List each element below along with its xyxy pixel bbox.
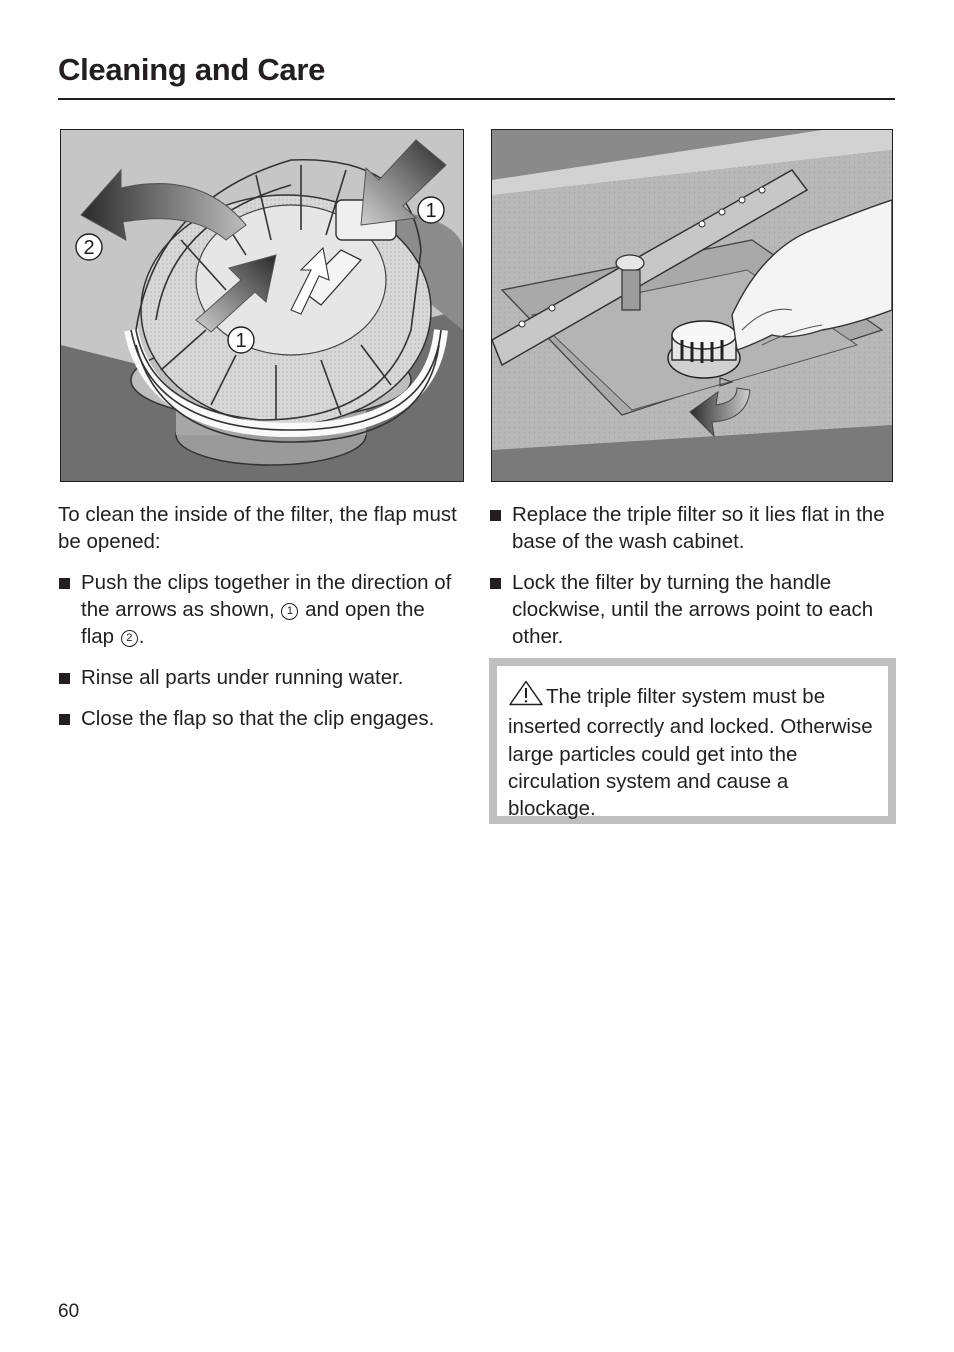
warning-triangle-icon <box>508 680 544 713</box>
callout-2-label: 2 <box>83 237 95 259</box>
right-instructions <box>489 501 897 664</box>
ref-circle-2-icon: 2 <box>121 630 138 647</box>
bullet-square-icon <box>59 578 70 589</box>
step-text-part2: and open the flap <box>81 598 425 648</box>
bullet-square-icon <box>490 578 501 589</box>
list-item-lock-filter <box>489 569 897 650</box>
callout-1-upper-label: 1 <box>425 200 437 222</box>
filter-lock-illustration <box>491 129 893 482</box>
page-title: Cleaning and Care <box>58 52 326 87</box>
bullet-square-icon <box>490 510 501 521</box>
list-item-replace-filter <box>489 501 897 555</box>
left-instructions <box>58 501 458 746</box>
step-text: Lock the filter by turning the handle clockwise, until the arrows point to each other. <box>512 571 874 648</box>
warning-box <box>489 658 896 824</box>
filter-flap-illustration <box>60 129 464 482</box>
list-item-push-clips <box>58 569 458 650</box>
step-text: Close the flap so that the clip engages. <box>81 707 435 730</box>
title-rule <box>58 98 895 100</box>
step-text: Replace the triple filter so it lies flat in the base of the wash cabinet. <box>512 503 885 553</box>
warning-text: The triple filter system must be inserted correctly and locked. Otherwise large particles could get into the circulation system and cause a blockage. <box>508 685 873 821</box>
bullet-square-icon <box>59 673 70 684</box>
page-number: 60 <box>58 1301 80 1322</box>
list-item-rinse <box>58 664 458 691</box>
intro-text: To clean the inside of the filter, the flap must be opened: <box>58 503 457 553</box>
callout-1-lower-label: 1 <box>235 330 247 352</box>
bullet-square-icon <box>59 714 70 725</box>
step-text-part3: . <box>138 625 145 648</box>
step-text: Rinse all parts under running water. <box>81 666 404 689</box>
ref-circle-1-icon: 1 <box>281 603 298 620</box>
step-text-part1: Push the clips together in the direction of the arrows as shown, <box>81 571 452 621</box>
list-item-close-flap <box>58 705 458 732</box>
